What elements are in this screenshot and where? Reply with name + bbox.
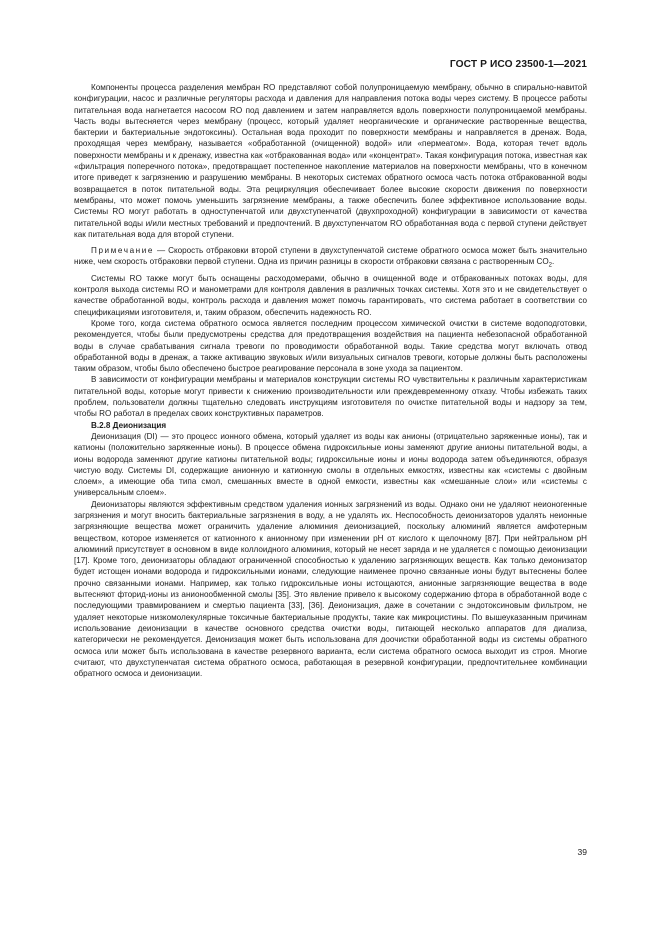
paragraph-ro-alarm: Кроме того, когда система обратного осмоса является последним процессом химической очистки в системе водоподготовки, рекомендуется, чтобы были предусмотрены средства для предотвращения воздействия на пациента небезопасной обработанной воды в случае срабатывания сигнала тревоги по проводимости обработанной воды. Такие средства могут включать отвод обработанной воды в дренаж, а также активацию звуковых и/или визуальных сигналов тревоги, которые должны быть расположены таким образом, чтобы было обеспечено быстрое реагирование персонала в зоне ухода за пациентом. bbox=[74, 318, 587, 374]
paragraph-ro-components: Компоненты процесса разделения мембран RO представляют собой полупроницаемую мембрану, обычно в спирально-навитой конфигурации, насос и различные регуляторы расхода и давления для направления потока воды через систему. В процессе работы питательная вода нагнетается насосом RO под давлением и затем направляется вдоль поверхности полупроницаемой мембраны. Часть воды вытесняется через мембрану (процесс, который удаляет неорганические и органические растворенные вещества, бактерии и бактериальные эндотоксины). Остальная вода проходит по поверхности мембраны и направляется в дренаж. Вода, проходящая через мембрану, называется «обработанной (очищенной) водой» или «пермеатом». Вода, которая течет вдоль поверхности мембраны и к дренажу, известна как «отбракованная вода» или «концентрат». Такая конфигурация потока, известная как «фильтрация поперечного потока», предотвращает постепенное накопление материалов на поверхности мембраны, что в конечном итоге приведет к загрязнению и разрушению мембраны. В некоторых системах обратного осмоса часть потока отбракованной воды возвращается в поток питательной воды. Эта рециркуляция обеспечивает более высокие скорости движения по поверхности мембраны, что может помочь уменьшить загрязнение мембраны, а также обеспечить более эффективное использование воды. Системы RO могут работать в одноступенчатой или двухступенчатой (двухпроходной) конфигурации в зависимости от качества питательной воды и/или местных требований и предпочтений. В двухступенчатом RO обработанная вода с первой ступени действует как питательная вода для второй ступени. bbox=[74, 83, 587, 239]
note-label: Примечание bbox=[91, 246, 155, 256]
paragraph-ro-feedwater: В зависимости от конфигурации мембраны и материалов конструкции системы RO чувствительны к различным характеристикам питательной воды, которые могут привести к снижению производительности или преждевременному отказу. Чтобы избежать таких проблем, пользователи должны тщательно следовать инструкциям изготовителя по очистке питательной воды и надзору за тем, чтобы RO работал в пределах своих конструктивных параметров. bbox=[74, 375, 587, 419]
standard-header: ГОСТ Р ИСО 23500-1—2021 bbox=[449, 59, 587, 70]
paragraph-di-definition: Деионизация (DI) — это процесс ионного обмена, который удаляет из воды как анионы (отрицательно заряженные ионы), так и катионы (положительно заряженные ионы). В процессе обмена гидроксильные ионы заменяют другие анионы питательной воды, а ионы водорода заменяют другие катионы питательной воды; гидроксильные ионы и ионы водорода затем объединяются, образуя чистую воду. Системы DI, содержащие анионную и катионную смолы в отдельных емкостях, известны как «системы с двойным слоем», а имеющие оба типа смол, смешанных вместе в одной емкости, известны как «смешанные слои» или «системы с универсальным слоем». bbox=[74, 431, 587, 498]
note-paragraph bbox=[74, 245, 587, 268]
note-text: — Скорость отбраковки второй ступени в двухступенчатой системе обратного осмоса может быть значительно ниже, чем скорость отбраковки первой ступени. Одна из причин разницы в скорости отбраковки связана с растворенным CO bbox=[74, 246, 587, 267]
note-subscript: 2 bbox=[548, 263, 552, 270]
note-end: . bbox=[551, 257, 555, 267]
section-heading-deionization: B.2.8 Деионизация bbox=[91, 420, 167, 430]
page-content bbox=[74, 82, 587, 679]
paragraph-di-limitations: Деионизаторы являются эффективным средством удаления ионных загрязнений из воды. Однако они не удаляют неионогенные загрязнения и могут вносить бактериальные загрязнения в воду, а не удалять их. Неспособность деионизаторов удалять неионные загрязняющие вещества может ограничить удаление алюминия деионизацией, поскольку алюминий является амфотерным веществом, которое изменяется от катионного к анионному при изменении pH от кислого к щелочному [87]. При нейтральном pH алюминий присутствует в основном в виде коллоидного алюминия, который не несет заряда и не удаляется с помощью деионизации [17]. Кроме того, деионизаторы обладают ограниченной способностью к удалению загрязняющих веществ. Как только деионизатор будет истощен ионами водорода и гидроксильными ионами, следующие наименее прочно связанные ионы будут вытеснены более прочно связанными ионами. Например, как только гидроксильные ионы истощаются, анионные загрязняющие вещества в воде вытесняют фторид-ионы из анионообменной смолы [35]. Это явление привело к высокому содержанию фтора в обработанной воде с последующими травмированием и смертью пациента [33], [36]. Деионизация, даже в сочетании с эндотоксиновым фильтром, не удаляет некоторые низкомолекулярные токсичные бактериальные продукты, такие как микроцистины. По вышеуказанным причинам использование деионизации в качестве основного средства очистки воды, питающей несколько аппаратов для диализа, категорически не рекомендуется. Деионизация может быть использована для доочистки обработанной воды из системы обратного осмоса или может быть использована в качестве резервного варианта, если система обратного осмоса выходит из строя. Многие считают, что двухступенчатая система обратного осмоса, работающая в резервной конфигурации, предпочтительнее комбинации обратного осмоса и деионизации. bbox=[74, 499, 587, 679]
paragraph-ro-flowmeters: Системы RO также могут быть оснащены расходомерами, обычно в очищенной воде и отбракованных потоках воды, для контроля выхода системы RO и манометрами для контроля давления в различных точках системы. Хотя это и не свидетельствует о качестве обработанной воды, контроль расхода и давления может помочь гарантировать, что система работает в соответствии со спецификациями изготовителя, и, таким образом, обеспечить надежность RO. bbox=[74, 273, 587, 317]
page-number: 39 bbox=[577, 847, 587, 857]
